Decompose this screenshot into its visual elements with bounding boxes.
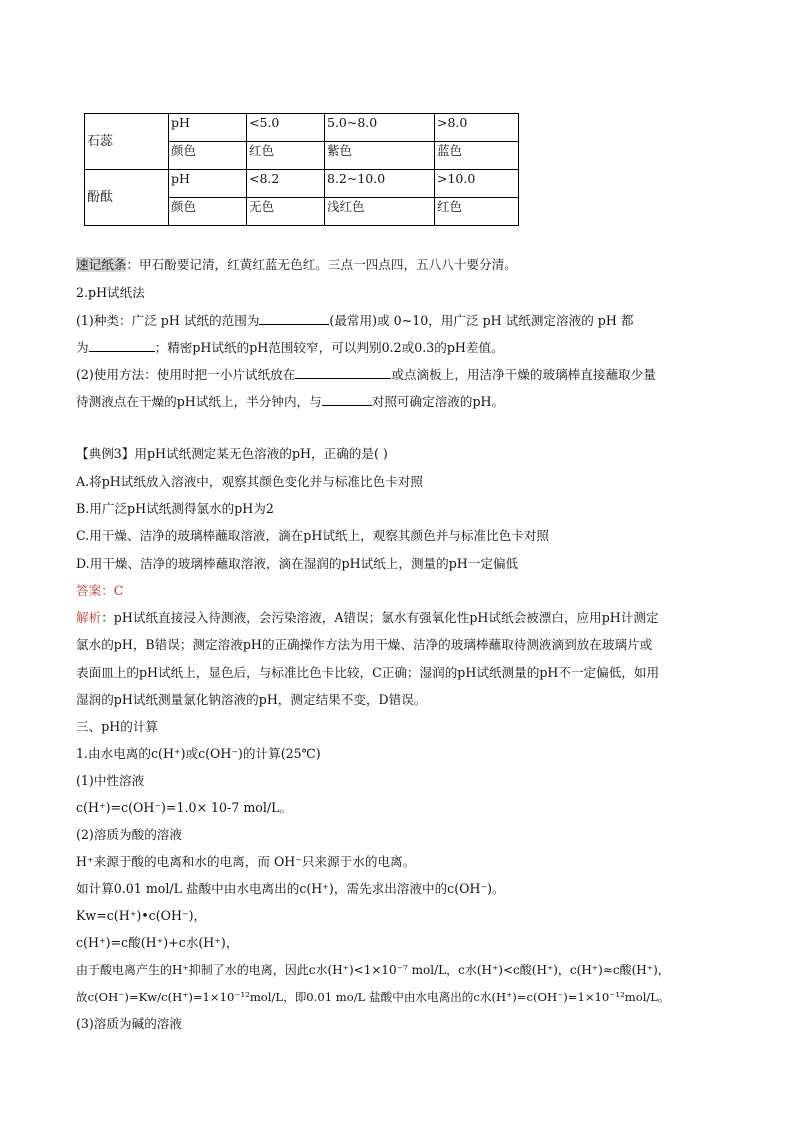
table-cell: 浅红色 [325,198,435,226]
table-cell: 紫色 [325,142,435,170]
paragraph-line: (1)中性溶液 [76,773,145,788]
text-span: (2)使用方法：使用时把一小片试纸放在 [76,367,296,382]
table-cell: pH [169,170,247,198]
paragraph-line: 由于酸电离产生的H⁺抑制了水的电离，因此c水(H⁺)<1×10⁻⁷ mol/L，c水(H⁺)<c酸(H⁺)，c(H⁺)≈c酸(H⁺)， [76,963,670,977]
fill-blank[interactable] [259,311,329,325]
option-c: C.用干燥、洁净的玻璃棒蘸取溶液，滴在pH试纸上，观察其颜色并与标准比色卡对照 [76,528,550,543]
section-title: 三、pH的计算 [76,719,159,734]
subsection-title: 1.由水电离的c(H⁺)或c(OH⁻)的计算(25℃) [76,746,321,761]
table-cell: >8.0 [435,114,519,142]
table-cell: 蓝色 [435,142,519,170]
analysis-line: 湿润的pH试纸测量氯化钠溶液的pH，测定结果不变，D错误。 [76,692,427,707]
table-row [85,114,519,142]
paragraph-line: (3)溶质为碱的溶液 [76,1016,182,1031]
table-cell: >10.0 [435,170,519,198]
memo-line [76,256,517,274]
analysis-line: 表面皿上的pH试纸上，显色后，与标准比色卡比较，C正确；湿润的pH试纸测量的pH不一定偏低，如用 [76,665,660,680]
indicator-name: 石蕊 [85,114,169,170]
option-d: D.用干燥、洁净的玻璃棒蘸取溶液，滴在湿润的pH试纸上，测量的pH一定偏低 [76,556,519,571]
paragraph-line: H⁺来源于酸的电离和水的电离，而 OH⁻只来源于水的电离。 [76,854,416,869]
analysis-line: 氯水的pH，B错误；测定溶液pH的正确操作方法为用干燥、洁净的玻璃棒蘸取待测液滴到放在玻璃片或 [76,637,653,652]
table-cell: 无色 [247,198,325,226]
table-cell: 5.0~8.0 [325,114,435,142]
indicator-name: 酚酞 [85,170,169,226]
table-cell: 红色 [247,142,325,170]
paragraph-line: 如计算0.01 mol/L 盐酸中由水电离出的c(H⁺)，需先求出溶液中的c(OH⁻)。 [76,881,505,896]
table-cell: 颜色 [169,198,247,226]
example-question: 【典例3】用pH试纸测定某无色溶液的pH，正确的是( ) [76,446,388,461]
paragraph-line [76,365,656,384]
option-b: B.用广泛pH试纸测得氯水的pH为2 [76,501,274,516]
text-span: ：pH试纸直接浸入待测液，会污染溶液，A错误；氯水有强氧化性pH试纸会被漂白，应用pH计测定 [101,610,659,625]
paragraph-line [76,392,504,411]
section-title: 2.pH试纸法 [76,285,145,300]
equation-line: c(H⁺)=c(OH⁻)=1.0× 10-7 mol/L。 [76,800,293,815]
option-a: A.将pH试纸放入溶液中，观察其颜色变化并与标准比色卡对照 [76,474,423,489]
text-span: (最常用)或 0~10，用广泛 pH 试纸测定溶液的 pH 都 [329,313,634,328]
table-row [85,170,519,198]
answer-line: 答案：C [76,583,124,598]
table-cell: pH [169,114,247,142]
text-span: 对照可确定溶液的pH。 [371,394,505,409]
text-span: 为 [76,340,89,355]
table-cell: <5.0 [247,114,325,142]
analysis-line [76,609,659,627]
indicator-table [84,113,519,226]
fill-blank[interactable] [89,338,155,352]
paragraph-line: (2)溶质为酸的溶液 [76,827,182,842]
memo-label: 速记纸条 [76,257,127,272]
analysis-label: 解析 [76,610,102,625]
table-cell: <8.2 [247,170,325,198]
table-cell: 红色 [435,198,519,226]
paragraph-line [76,338,504,357]
table-cell: 颜色 [169,142,247,170]
text-span: 或点滴板上，用洁净干燥的玻璃棒直接蘸取少量 [391,367,656,382]
fill-blank[interactable] [322,392,372,406]
text-span: 待测液点在干燥的pH试纸上，半分钟内，与 [76,394,322,409]
paragraph-line: 故c(OH⁻)=Kw/c(H⁺)=1×10⁻¹²mol/L，即0.01 mo/L 盐酸中由水电离出的c水(H⁺)=c(OH⁻)=1×10⁻¹²mol/L。 [76,990,670,1004]
equation-line: c(H⁺)=c酸(H⁺)+c水(H⁺)， [76,935,239,950]
table-cell: 8.2~10.0 [325,170,435,198]
paragraph-line [76,311,633,330]
fill-blank[interactable] [295,365,391,379]
text-span: ；精密pH试纸的pH范围较窄，可以判别0.2或0.3的pH差值。 [154,340,504,355]
equation-line: Kw=c(H⁺)•c(OH⁻)， [76,908,207,923]
text-span: (1)种类：广泛 pH 试纸的范围为 [76,313,260,328]
memo-text: ：甲石酚要记清，红黄红蓝无色红。三点一四点四，五八八十要分清。 [126,257,517,272]
